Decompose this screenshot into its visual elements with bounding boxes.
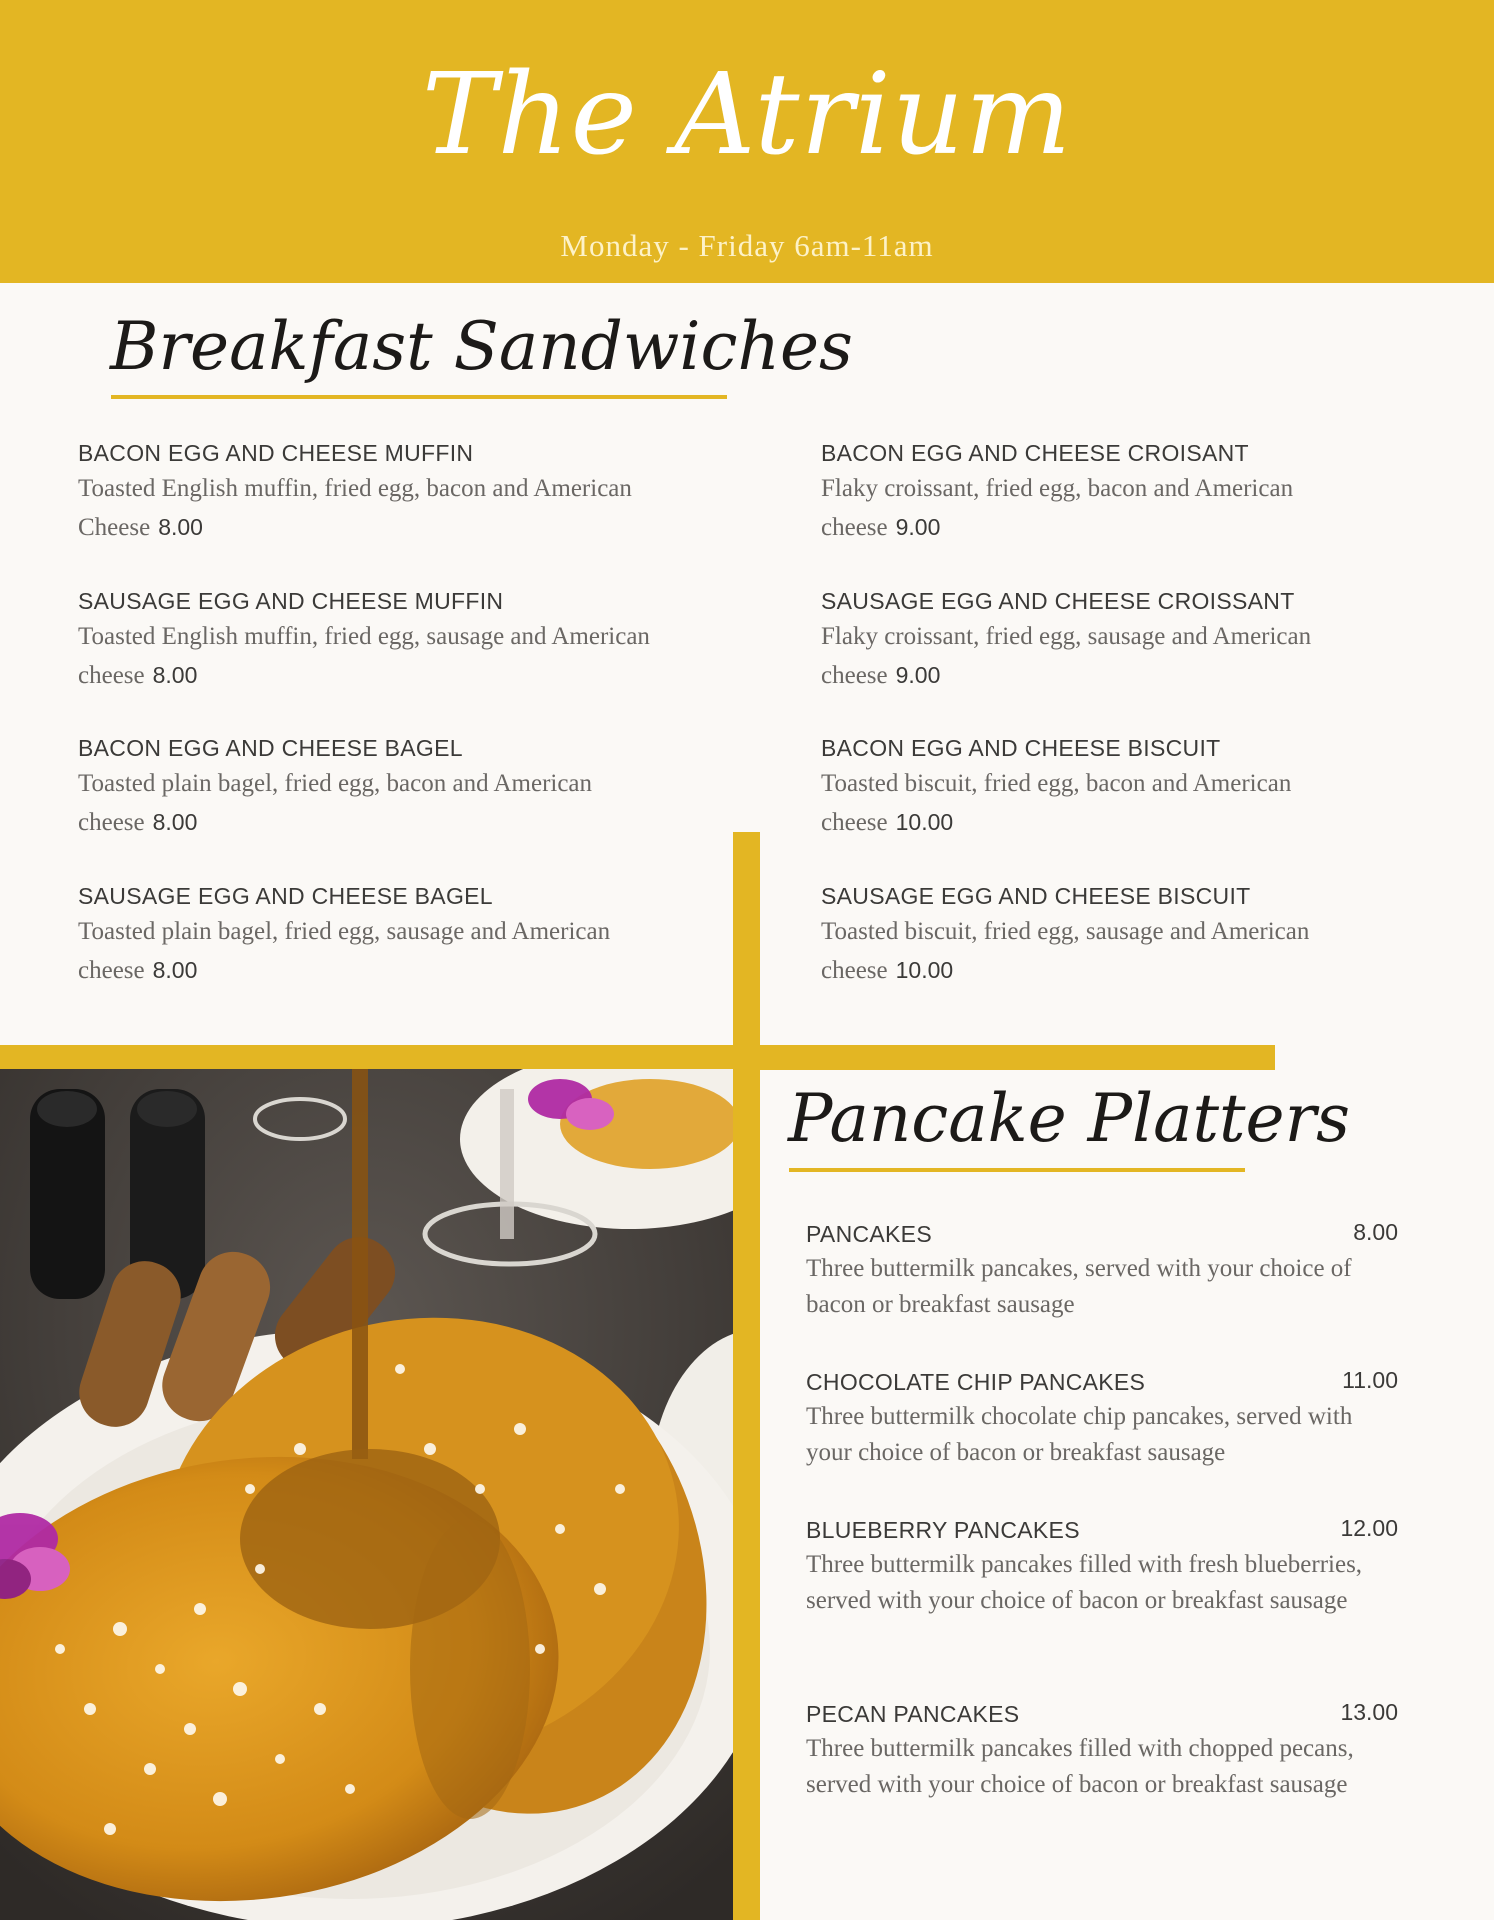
menu-item (806, 1217, 1398, 1323)
item-price: 8.00 (1353, 1219, 1398, 1245)
menu-item (78, 436, 698, 547)
vertical-divider (733, 832, 760, 1920)
menu-item (821, 879, 1381, 990)
menu-item (821, 584, 1381, 695)
item-price: 8.00 (152, 662, 198, 688)
item-description: Toasted English muffin, fried egg, bacon and American Cheese 8.00 (78, 475, 632, 541)
item-description: Flaky croissant, fried egg, sausage and American cheese 9.00 (821, 623, 1312, 689)
item-description: Toasted biscuit, fried egg, sausage and American cheese 10.00 (821, 918, 1310, 984)
item-price: 12.00 (1340, 1515, 1398, 1541)
item-description: Toasted plain bagel, fried egg, sausage and American cheese 8.00 (78, 918, 611, 984)
item-description: Toasted biscuit, fried egg, bacon and American cheese 10.00 (821, 770, 1292, 836)
item-description: Flaky croissant, fried egg, bacon and American cheese 9.00 (821, 475, 1294, 541)
item-name: PANCAKES (806, 1221, 932, 1247)
restaurant-title: The Atrium (421, 50, 1073, 180)
pancake-illustration (0, 1069, 733, 1920)
item-description: Three buttermilk chocolate chip pancakes, served with your choice of bacon or breakfast sausage (806, 1403, 1353, 1466)
item-price: 10.00 (895, 809, 954, 835)
item-price: 11.00 (1342, 1367, 1398, 1393)
item-description: Toasted plain bagel, fried egg, bacon and American cheese 8.00 (78, 770, 593, 836)
item-name: BACON EGG AND CHEESE MUFFIN (78, 440, 474, 466)
sandwiches-title-underline (111, 395, 727, 399)
item-description: Three buttermilk pancakes filled with fresh blueberries, served with your choice of bacon or breakfast sausage (806, 1551, 1363, 1614)
item-name: SAUSAGE EGG AND CHEESE MUFFIN (78, 588, 504, 614)
item-name: SAUSAGE EGG AND CHEESE BISCUIT (821, 883, 1251, 909)
item-price: 8.00 (158, 514, 203, 540)
item-name: CHOCOLATE CHIP PANCAKES (806, 1369, 1146, 1395)
menu-item (78, 879, 698, 990)
menu-item (78, 731, 698, 842)
item-description: Three buttermilk pancakes, served with your choice of bacon or breakfast sausage (806, 1255, 1352, 1318)
item-name: SAUSAGE EGG AND CHEESE CROISSANT (821, 588, 1295, 614)
item-price: 9.00 (895, 514, 941, 540)
section-title-pancakes: Pancake Platters (788, 1080, 1351, 1157)
pancake-photo (0, 1069, 733, 1920)
menu-item (821, 731, 1381, 842)
horizontal-divider (0, 1045, 1275, 1070)
item-name: BLUEBERRY PANCAKES (806, 1517, 1080, 1543)
item-name: BACON EGG AND CHEESE CROISANT (821, 440, 1249, 466)
menu-item (806, 1513, 1398, 1619)
header-banner (0, 0, 1494, 283)
item-name: BACON EGG AND CHEESE BAGEL (78, 735, 463, 761)
menu-item (806, 1365, 1398, 1471)
section-title-sandwiches: Breakfast Sandwiches (110, 308, 853, 385)
item-price: 9.00 (895, 662, 941, 688)
menu-item (78, 584, 698, 695)
menu-item (821, 436, 1381, 547)
item-name: BACON EGG AND CHEESE BISCUIT (821, 735, 1221, 761)
opening-hours: Monday - Friday 6am-11am (560, 228, 934, 263)
item-description: Toasted English muffin, fried egg, sausage and American cheese 8.00 (78, 623, 650, 689)
pancakes-title-underline (789, 1168, 1245, 1172)
item-price: 8.00 (152, 957, 198, 983)
item-name: PECAN PANCAKES (806, 1701, 1020, 1727)
menu-item (806, 1697, 1398, 1803)
item-price: 10.00 (895, 957, 954, 983)
item-price: 8.00 (152, 809, 198, 835)
item-description: Three buttermilk pancakes filled with chopped pecans, served with your choice of bacon or breakfast sausage (806, 1735, 1354, 1798)
item-price: 13.00 (1340, 1699, 1398, 1725)
item-name: SAUSAGE EGG AND CHEESE BAGEL (78, 883, 493, 909)
